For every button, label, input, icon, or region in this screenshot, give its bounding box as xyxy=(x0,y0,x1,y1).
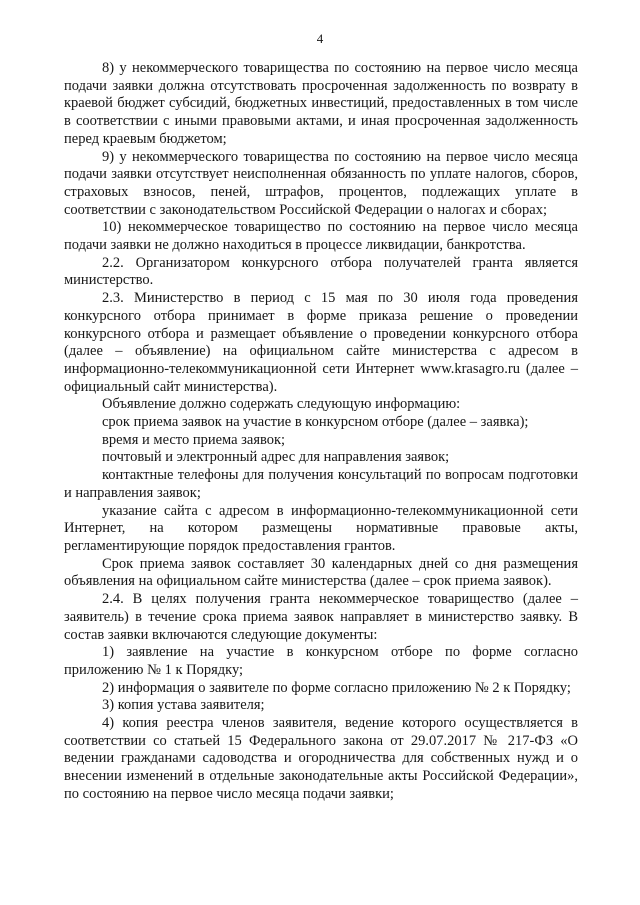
paragraph-2-4: 2.4. В целях получения гранта некоммерческое товарищество (далее – заявитель) в течение срока приема заявок направляет в министерство заявку. В состав заявки включаются следующие документы: xyxy=(64,591,578,643)
document-item-1: 1) заявление на участие в конкурсном отборе по форме согласно приложению № 1 к Порядку; xyxy=(64,644,578,678)
announcement-item-address: почтовый и электронный адрес для направления заявок; xyxy=(102,449,450,466)
announcement-item-deadline: срок приема заявок на участие в конкурсном отборе (далее – заявка); xyxy=(102,414,529,431)
announcement-item-phones: контактные телефоны для получения консультаций по вопросам подготовки и направления заявок; xyxy=(64,467,578,501)
document-item-2: 2) информация о заявителе по форме согласно приложению № 2 к Порядку; xyxy=(102,679,571,696)
page-number: 4 xyxy=(316,31,324,46)
paragraph-2-3: 2.3. Министерство в период с 15 мая по 30 июля года проведения конкурсного отбора принимает в форме приказа решение о проведении конкурсного отбора и размещает объявление о проведении конкурсного отбора (далее – объявление) на официальном сайте министерства с адресом в информационно-телекоммуникационной сети Интернет www.krasagro.ru (далее – официальный сайт министерства). xyxy=(64,290,578,395)
document-item-4: 4) копия реестра членов заявителя, ведение которого осуществляется в соответствии со статьей 15 Федерального закона от 29.07.2017 № 217-ФЗ «О ведении гражданами садоводства и огородничества для собственных нужд и о внесении изменений в отдельные законодательные акты Российской Федерации», по состоянию на первое число месяца подачи заявки; xyxy=(64,715,578,802)
paragraph-requirement-9: 9) у некоммерческого товарищества по состоянию на первое число месяца подачи заявки отсутствует неисполненная обязанность по уплате налогов, сборов, страховых взносов, пеней, штрафов, процентов, подлежащих уплате в соответствии с законодательством Российской Федерации о налогах и сборах; xyxy=(64,148,578,218)
paragraph-application-period: Срок приема заявок составляет 30 календарных дней со дня размещения объявления на официальном сайте министерства (далее – срок приема заявок). xyxy=(64,555,578,590)
document-item-3: 3) копия устава заявителя; xyxy=(102,697,265,714)
announcement-item-time-place: время и место приема заявок; xyxy=(102,431,286,448)
document-body xyxy=(64,60,578,804)
announcement-item-website: указание сайта с адресом в информационно-телекоммуникационной сети Интернет, на котором размещены нормативные правовые акты, регламентирующие порядок предоставления грантов. xyxy=(64,502,578,554)
paragraph-2-2: 2.2. Организатором конкурсного отбора получателей гранта является министерство. xyxy=(64,254,578,289)
paragraph-requirement-8: 8) у некоммерческого товарищества по состоянию на первое число месяца подачи заявки должна отсутствовать просроченная задолженность по возврату в краевой бюджет субсидий, бюджетных инвестиций, предоставленных в том числе в соответствии с иными правовыми актами, и иная просроченная задолженность перед краевым бюджетом; xyxy=(64,60,578,147)
paragraph-announcement-intro: Объявление должно содержать следующую информацию: xyxy=(102,396,461,413)
paragraph-requirement-10: 10) некоммерческое товарищество по состоянию на первое число месяца подачи заявки не должно находиться в процессе ликвидации, банкротства. xyxy=(64,219,578,254)
